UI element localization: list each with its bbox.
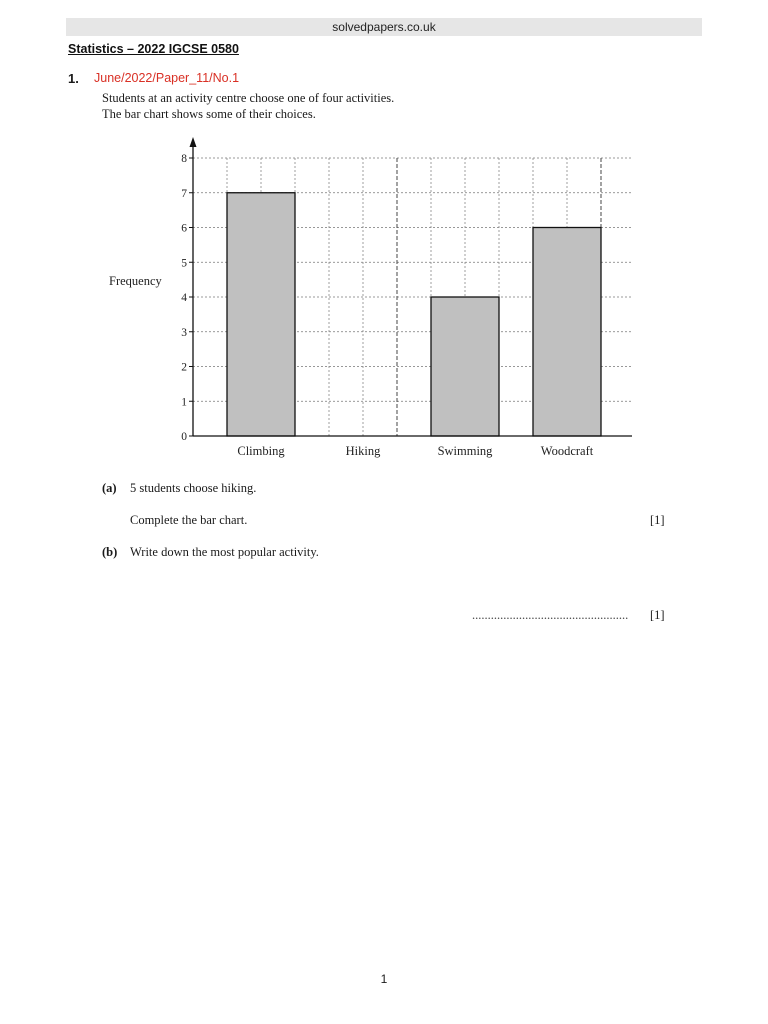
page-number: 1 bbox=[380, 972, 388, 986]
y-tick-label: 6 bbox=[181, 222, 187, 235]
question-number: 1. bbox=[68, 71, 79, 86]
document-title: Statistics – 2022 IGCSE 0580 bbox=[68, 42, 239, 56]
y-axis-arrow bbox=[190, 137, 197, 147]
y-tick-label: 0 bbox=[181, 431, 187, 443]
category-label: Hiking bbox=[345, 444, 381, 458]
question-intro-line-1: Students at an activity centre choose one of four activities. bbox=[102, 91, 395, 105]
bar-climbing bbox=[227, 193, 295, 436]
bar-woodcraft bbox=[533, 228, 601, 437]
category-label: Woodcraft bbox=[540, 444, 594, 458]
question-intro-line-2: The bar chart shows some of their choices. bbox=[102, 107, 316, 121]
y-tick-label: 5 bbox=[181, 257, 187, 270]
category-label: Swimming bbox=[437, 444, 493, 458]
site-header: solvedpapers.co.uk bbox=[66, 18, 702, 36]
bar-chart bbox=[0, 0, 768, 480]
y-axis-label: Frequency bbox=[109, 274, 162, 288]
y-tick-label: 1 bbox=[181, 396, 187, 409]
part-a-line-2: Complete the bar chart. bbox=[130, 513, 248, 527]
answer-line[interactable]: .................................................. bbox=[472, 608, 629, 622]
chart-bars bbox=[227, 193, 601, 436]
category-label: Climbing bbox=[237, 444, 285, 458]
y-tick-label: 2 bbox=[181, 361, 187, 374]
part-a-line-1: 5 students choose hiking. bbox=[130, 481, 257, 495]
part-a-label: (a) bbox=[102, 481, 117, 495]
part-b-label: (b) bbox=[102, 545, 118, 559]
y-tick-label: 8 bbox=[181, 153, 187, 165]
bar-swimming bbox=[431, 297, 499, 436]
y-tick-label: 4 bbox=[181, 292, 187, 304]
part-b-marks: [1] bbox=[650, 608, 665, 622]
part-b-text: Write down the most popular activity. bbox=[130, 545, 319, 559]
question-reference: June/2022/Paper_11/No.1 bbox=[94, 71, 240, 85]
y-tick-label: 3 bbox=[181, 326, 187, 339]
y-tick-label: 7 bbox=[181, 187, 187, 200]
part-a-marks: [1] bbox=[650, 513, 665, 527]
